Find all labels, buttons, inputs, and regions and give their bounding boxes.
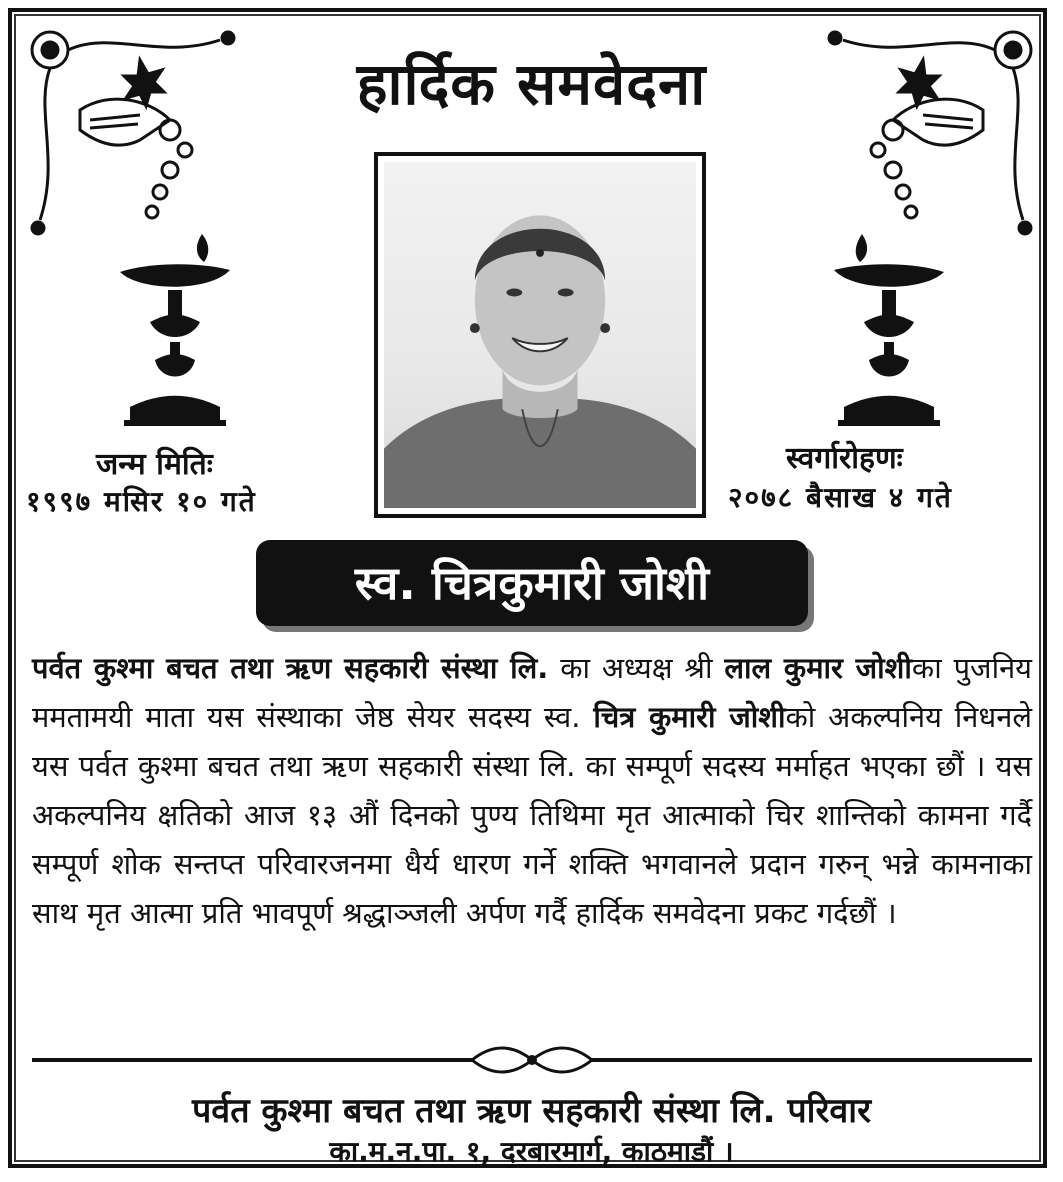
deceased-name-bold: चित्र कुमारी जोशी: [593, 700, 786, 734]
message-part-2: का पुजनिय ममतामयी माता यस संस्थाका जेष्ठ सेयर सदस्य स्व.: [32, 651, 1032, 734]
birth-date-label: जन्म मितिः: [96, 447, 213, 482]
oil-lamp-icon: [824, 232, 954, 432]
message-part-3: को अकल्पनिय निधनले यस पर्वत कुश्मा बचत तथा ऋण सहकारी संस्था लि. का सम्पूर्ण सदस्य मर्माहत भएका छौं । यस अकल्पनिय क्षतिको आज १३ औं दिनको पुण्य तिथिमा मृत आत्माको चिर शान्तिको कामना गर्दै सम्पूर्ण शोक सन्तप्त परिवारजनमा धैर्य धारण गर्ने शक्ति भगवानले प्रदान गरुन् भन्ने कामनाका साथ मृत आत्मा प्रति भावपूर्ण श्रद्धाञ्जली अर्पण गर्दै हार्दिक समवेदना प्रकट गर्दछौं ।: [32, 700, 1032, 930]
portrait-illustration: [384, 162, 696, 508]
deceased-name-banner: स्व. चित्रकुमारी जोशी: [256, 540, 808, 626]
condolence-message: [32, 644, 1032, 938]
org-name-bold: पर्वत कुश्मा बचत तथा ऋण सहकारी संस्था लि.: [32, 651, 549, 685]
message-part-1: का अध्यक्ष श्री: [548, 651, 725, 685]
footer-address: का.म.न.पा. १, दरबारमार्ग, काठमाडौं ।: [329, 1135, 734, 1168]
footer-organization: पर्वत कुश्मा बचत तथा ऋण सहकारी संस्था लि. परिवार: [191, 1091, 871, 1131]
portrait-photo: [374, 152, 706, 518]
chairman-name-bold: लाल कुमार जोशी: [724, 651, 912, 685]
ornamental-divider: [32, 1040, 1032, 1080]
death-date-value: २०७८ बैसाख ४ गते: [728, 481, 953, 514]
death-date-label: स्वर्गारोहणः: [786, 441, 903, 476]
birth-date-value: १९९७ मसिर १० गते: [26, 485, 257, 518]
page-title: हार्दिक समवेदना: [356, 50, 707, 118]
oil-lamp-icon: [110, 232, 240, 432]
